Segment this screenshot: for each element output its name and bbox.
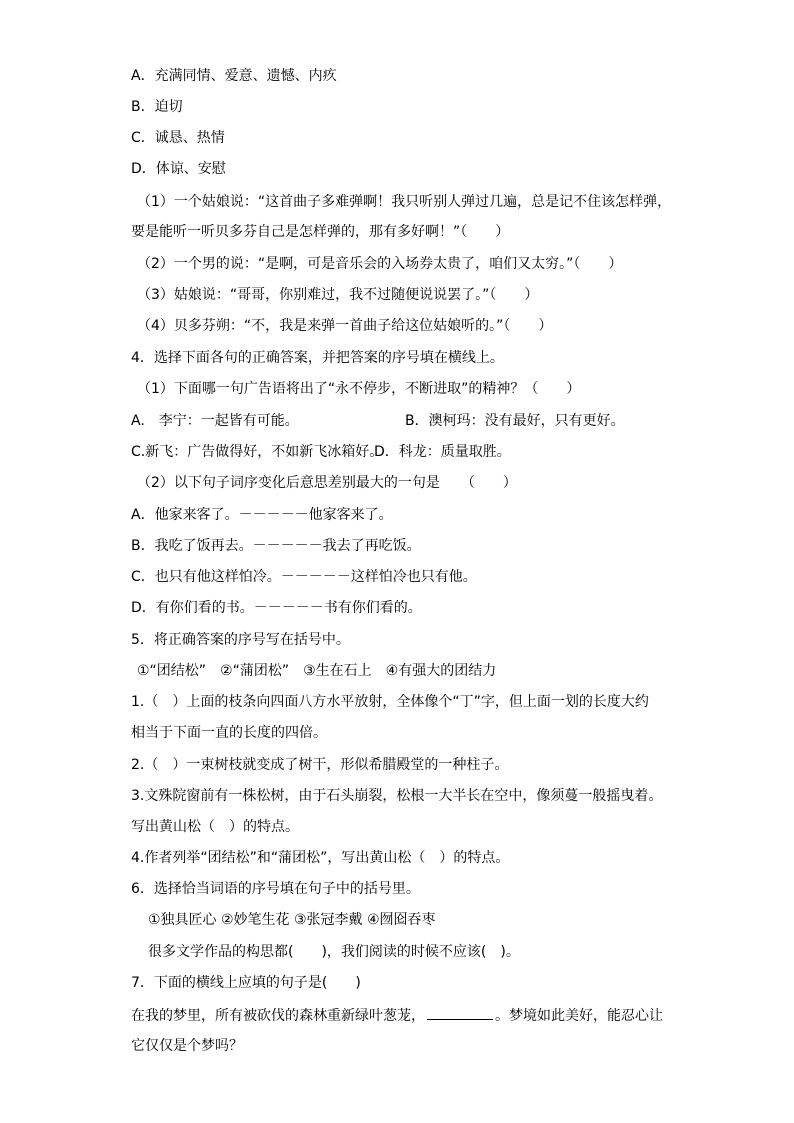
- option-b: B．迫切: [131, 99, 183, 115]
- q4-sub1-option-a: A. 李宁：一起皆有可能。: [131, 413, 299, 429]
- q4-title: 4．选择下面各句的正确答案，并把答案的序号填在横线上。: [131, 350, 504, 366]
- q6-choices: ①独具匠心 ②妙笔生花 ③张冠李戴 ④囫囵吞枣: [148, 912, 436, 928]
- q5-item-3-line1: 3.文殊院窗前有一株松树，由于石头崩裂，松根一大半长在空中，像须蔓一般摇曳着。: [131, 788, 663, 804]
- item-1-line1: （1）一个姑娘说：“这首曲子多难弹啊！我只听别人弹过几遍，总是记不住该怎样弹，: [137, 194, 672, 210]
- option-c: C．诚恳、热情: [131, 130, 225, 146]
- q5-item-4: 4.作者列举“团结松”和“蒲团松”，写出黄山松（ ）的特点。: [131, 850, 510, 866]
- answer-blank[interactable]: [427, 1005, 493, 1020]
- q4-sub2-option-c: C．也只有他这样怕冷。－－－－－这样怕冷也只有他。: [131, 569, 477, 585]
- q4-sub1-option-b: B．澳柯玛：没有最好，只有更好。: [405, 413, 625, 429]
- q5-item-1-line2: 相当于下面一直的长度的四倍。: [131, 725, 327, 741]
- q4-sub2-option-d: D．有你们看的书。－－－－－书有你们看的。: [131, 600, 422, 616]
- item-4: （4）贝多芬朔：“不，我是来弹一首曲子给这位姑娘听的。”（ ）: [137, 318, 553, 334]
- option-a: A．充满同情、爱意、遗憾、内疚: [131, 68, 337, 84]
- q7-line2: 它仅仅是个梦吗？: [131, 1038, 243, 1054]
- q4-sub2-option-b: B．我吃了饭再去。－－－－－我去了再吃饭。: [131, 538, 421, 554]
- q4-sub2-option-a: A．他家来客了。－－－－－他家客来了。: [131, 507, 393, 523]
- item-2: （2）一个男的说：“是啊，可是音乐会的入场券太贵了，咱们又太穷。”（ ）: [137, 256, 623, 272]
- option-d: D．体谅、安慰: [131, 161, 226, 177]
- q5-title: 5．将正确答案的序号写在括号中。: [131, 632, 350, 648]
- q5-item-3-line2: 写出黄山松（ ）的特点。: [131, 819, 299, 835]
- item-3: （3）姑娘说：“哥哥，你别难过，我不过随便说说罢了。”（ ）: [137, 287, 539, 303]
- q7-line1-before: 在我的梦里，所有被砍伐的森林重新绿叶葱茏，: [131, 1008, 425, 1024]
- q6-sentence: 很多文学作品的构思都( )，我们阅读的时候不应该( )。: [148, 944, 520, 960]
- q4-sub1-options-row2: [131, 442, 691, 462]
- q5-choices: ①“团结松” ②“蒲团松” ③生在石上 ④有强大的团结力: [137, 663, 497, 679]
- q5-item-1-line1: 1.（ ）上面的枝条向四面八方水平放射，全体像个“丁”字，但上面一划的长度大约: [131, 694, 649, 710]
- q7-line1: [131, 1005, 663, 1026]
- q4-sub2: （2）以下句子词序变化后意思差别最大的一句是 （ ）: [137, 475, 517, 491]
- q7-title: 7．下面的横线上应填的句子是( ): [131, 975, 361, 991]
- q4-sub1-option-d: D．科龙：质量取胜。: [374, 444, 511, 460]
- q6-title: 6．选择恰当词语的序号填在句子中的括号里。: [131, 881, 420, 897]
- q7-line1-after: 。梦境如此美好，能忍心让: [495, 1008, 663, 1024]
- q4-sub1-options-row1: [131, 411, 691, 431]
- q5-item-2: 2.（ ）一束树枝就变成了树干，形似希腊殿堂的一种柱子。: [131, 757, 509, 773]
- item-1-line2: 要是能听一听贝多芬自己是怎样弹的，那有多好啊！”（ ）: [131, 224, 510, 240]
- q4-sub1: （1）下面哪一句广告语将出了“永不停步，不断进取”的精神？（ ）: [137, 381, 581, 397]
- q4-sub1-option-c: C.新飞：广告做得好，不如新飞冰箱好。: [131, 444, 384, 460]
